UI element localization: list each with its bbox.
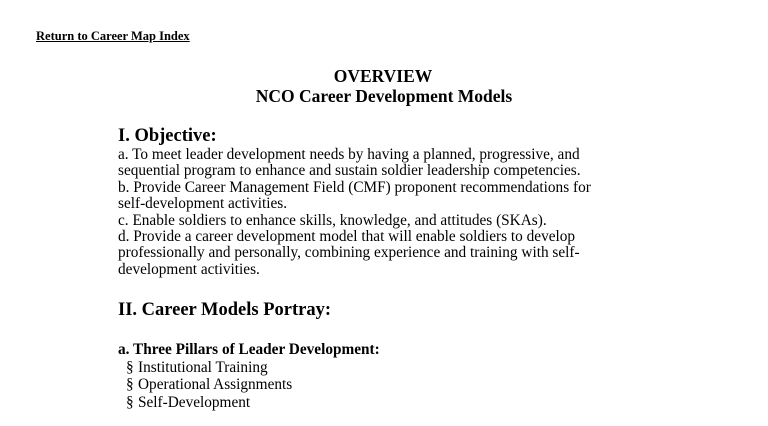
objective-line: c. Enable soldiers to enhance skills, knowledge, and attitudes (SKAs). [118,211,547,229]
objective-line: d. Provide a career development model that will enable soldiers to develop [118,228,576,246]
section-sign-bullet: § [126,358,134,376]
objective-line: b. Provide Career Management Field (CMF) proponent recommendations for [118,178,591,196]
pillars-section [118,341,380,411]
objective-line: a. To meet leader development needs by having a planned, progressive, and [118,146,580,163]
pillar-label: Institutional Training [138,358,268,376]
pillar-label: Self-Development [138,393,251,411]
pillar-list-item [118,376,380,394]
return-to-career-map-index-link[interactable]: Return to Career Map Index [36,29,190,43]
section-sign-bullet: § [126,376,134,393]
pillar-label: Operational Assignments [138,376,293,393]
pillar-list-item [118,394,380,412]
objective-line: sequential program to enhance and sustain soldier leadership competencies. [118,162,581,180]
objective-heading: I. Objective: [118,126,217,146]
pillars-heading: a. Three Pillars of Leader Development: [118,341,380,358]
section-sign-bullet: § [126,393,134,411]
pillar-list-item [118,359,380,377]
objective-line: professionally and personally, combining experience and training with self- [118,244,580,262]
page-subtitle: NCO Career Development Models [255,86,513,106]
page-title: OVERVIEW [333,66,433,86]
objective-text [118,147,678,278]
objective-line: self-development activities. [118,195,288,213]
objective-section [118,125,678,278]
career-models-heading: II. Career Models Portray: [118,300,332,320]
objective-line: development activities. [118,260,260,278]
